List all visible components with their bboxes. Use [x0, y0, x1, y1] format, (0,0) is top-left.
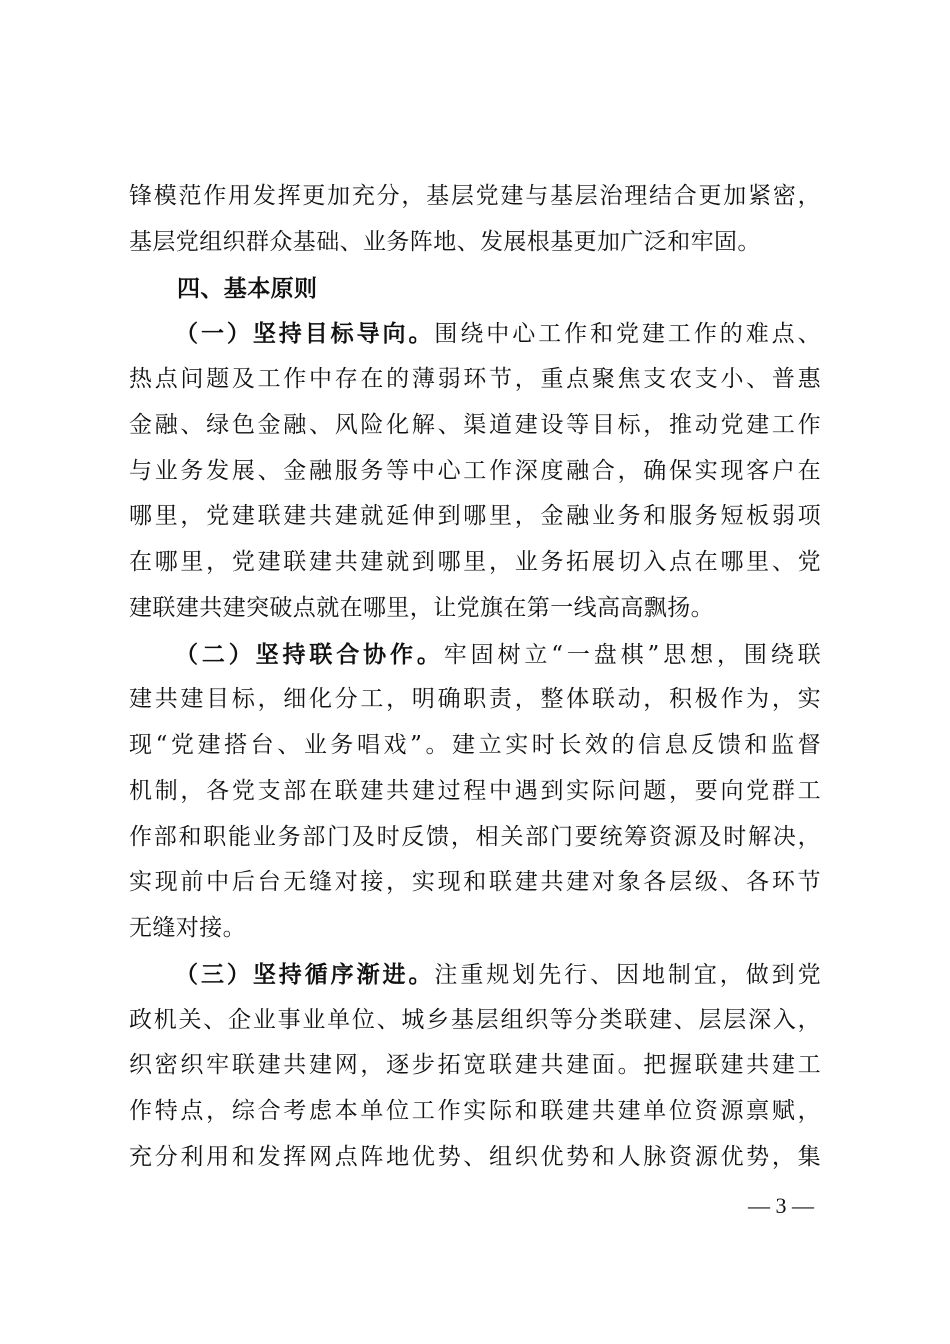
section-heading: 四、基本原则: [177, 274, 318, 302]
text-line: 建联建共建突破点就在哪里，让党旗在第一线高高飘扬。: [129, 594, 714, 621]
paragraph-lead: （一）坚持目标导向。: [175, 320, 435, 348]
text-line: 作部和职能业务部门及时反馈，相关部门要统筹资源及时解决，: [129, 823, 821, 850]
paragraph-first-line: （一）坚持目标导向。围绕中心工作和党建工作的难点、: [175, 320, 822, 348]
text-line: 建共建目标，细化分工，明确职责，整体联动，积极作为，实: [129, 686, 821, 713]
text-line: 热点问题及工作中存在的薄弱环节，重点聚焦支农支小、普惠: [129, 366, 821, 392]
paragraph-first-line: （三）坚持循序渐进。注重规划先行、因地制宜，做到党: [175, 960, 822, 988]
text-line: 作特点，综合考虑本单位工作实际和联建共建单位资源禀赋，: [129, 1098, 821, 1124]
text-line: 基层党组织群众基础、业务阵地、发展根基更加广泛和牢固。: [129, 228, 761, 255]
text-line: 哪里，党建联建共建就延伸到哪里，金融业务和服务短板弱项: [129, 503, 821, 530]
text-line: 充分利用和发挥网点阵地优势、组织优势和人脉资源优势，集: [129, 1143, 821, 1170]
body-text: [129, 174, 821, 1181]
paragraph-lead: （二）坚持联合协作。: [175, 640, 444, 668]
text-line: 机制，各党支部在联建共建过程中遇到实际问题，要向党群工: [129, 777, 821, 804]
text-line: 在哪里，党建联建共建就到哪里，业务拓展切入点在哪里、党: [129, 549, 821, 575]
paragraph-lead: （三）坚持循序渐进。: [175, 960, 435, 988]
text-line: 实现前中后台无缝对接，实现和联建共建对象各层级、各环节: [129, 869, 821, 896]
text-line: 织密织牢联建共建网，逐步拓宽联建共建面。把握联建共建工: [129, 1052, 821, 1079]
paragraph-first-line: （二）坚持联合协作。牢固树立“一盘棋”思想，围绕联: [175, 640, 821, 668]
page-number: — 3 —: [748, 1193, 814, 1218]
text-line: 与业务发展、金融服务等中心工作深度融合，确保实现客户在: [129, 457, 821, 484]
text-line: 政机关、企业事业单位、城乡基层组织等分类联建、层层深入，: [129, 1006, 821, 1033]
text-line: 无缝对接。: [129, 915, 246, 941]
text-line: 现“党建搭台、业务唱戏”。建立实时长效的信息反馈和监督: [129, 732, 821, 758]
text-line: 金融、绿色金融、风险化解、渠道建设等目标，推动党建工作: [129, 411, 821, 438]
text-line: 锋模范作用发挥更加充分，基层党建与基层治理结合更加紧密，: [129, 183, 821, 209]
